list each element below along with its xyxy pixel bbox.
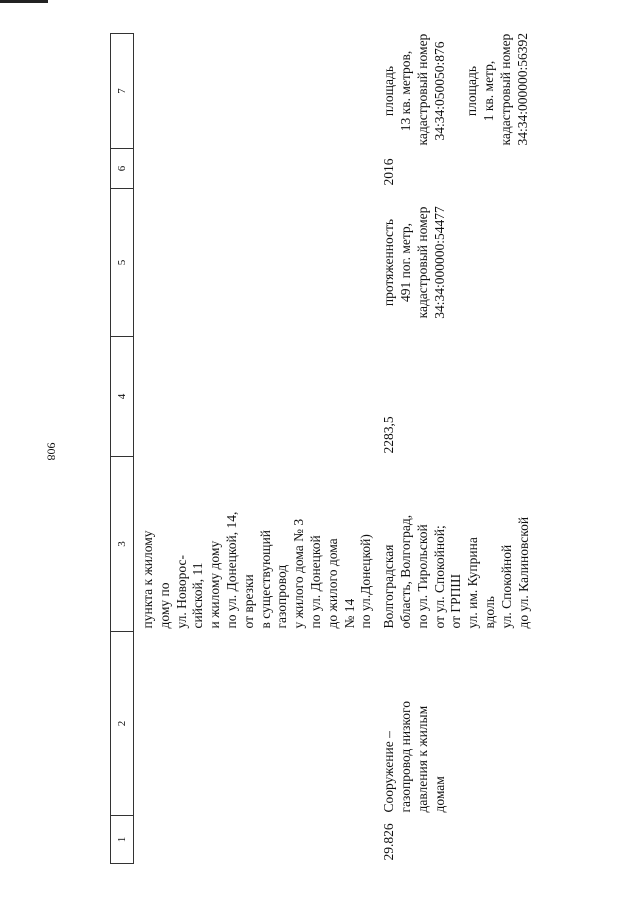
length-line: протяженность bbox=[381, 218, 397, 307]
header-col-2: 2 bbox=[111, 632, 134, 816]
page-number: 908 bbox=[44, 442, 59, 461]
header-col-5: 5 bbox=[111, 189, 134, 337]
cont-line: и жилому дому bbox=[207, 540, 223, 629]
record-number: 29.826 bbox=[381, 823, 397, 861]
name-line: домам bbox=[431, 776, 447, 813]
address-line: от ГРПШ bbox=[448, 573, 464, 629]
header-col-1: 1 bbox=[111, 816, 134, 864]
cont-line: пункта к жилому bbox=[140, 530, 155, 629]
length-line: 34:34:000000:54477 bbox=[431, 206, 447, 319]
name-line: газопровод низкого bbox=[397, 700, 413, 813]
name-line: давления к жилым bbox=[414, 705, 430, 813]
header-col-4: 4 bbox=[111, 337, 134, 457]
address-line: до ул. Калиновской bbox=[515, 516, 531, 629]
land-line: кадастровый номер bbox=[414, 33, 430, 146]
cont-line: дому по bbox=[156, 582, 172, 629]
address-line: область, Волгоград, bbox=[397, 514, 413, 629]
land-line: площадь bbox=[464, 65, 480, 117]
continuation-address-cell bbox=[134, 457, 376, 632]
name-line: Сооружение – bbox=[381, 731, 397, 813]
header-col-3: 3 bbox=[111, 457, 134, 632]
land-line: 1 кв. метр, bbox=[481, 60, 497, 122]
continuation-row bbox=[134, 34, 376, 864]
cont-line: по ул. Донецкой bbox=[307, 535, 323, 629]
address-line: по ул. Тирольской bbox=[414, 524, 430, 629]
cont-line: ул. Новорос- bbox=[173, 555, 189, 629]
address-line: ул. им. Куприна bbox=[465, 537, 481, 629]
land-line: 34:34:050050:876 bbox=[431, 41, 447, 141]
cont-line: до жилого дома bbox=[324, 538, 340, 629]
cont-line: у жилого дома № 3 bbox=[291, 518, 307, 629]
address-line: ул. Спокойной bbox=[498, 544, 514, 629]
cont-line: по ул.Донецкой) bbox=[358, 534, 374, 629]
rotated-table-sheet bbox=[110, 34, 540, 864]
address-line: вдоль bbox=[481, 596, 497, 629]
header-row bbox=[111, 34, 134, 864]
cont-line: сийской, 11 bbox=[190, 562, 206, 629]
record-address-cell bbox=[375, 457, 532, 632]
land-line: площадь bbox=[381, 65, 397, 117]
address-line: от ул. Спокойной; bbox=[431, 525, 447, 629]
length-line: 491 пог. метр, bbox=[397, 222, 413, 303]
record-cost: 2283,5 bbox=[381, 416, 397, 454]
cont-line: № 14 bbox=[341, 598, 357, 629]
record-length-cell bbox=[375, 189, 532, 337]
land-line: 34:34:000000:56392 bbox=[514, 32, 530, 146]
record-land-cell bbox=[375, 34, 532, 149]
address-line: Волгоградская bbox=[381, 544, 397, 629]
cont-line: газопровод bbox=[274, 564, 290, 629]
top-edge-mark bbox=[0, 0, 48, 3]
record-name-cell bbox=[375, 632, 532, 816]
land-line: кадастровый номер bbox=[497, 33, 513, 146]
cont-line: по ул. Донецкой, 14, bbox=[223, 511, 239, 629]
cont-line: от врезки bbox=[240, 574, 256, 629]
spacer bbox=[448, 37, 464, 146]
header-col-6: 6 bbox=[111, 149, 134, 189]
land-line: 13 кв. метров, bbox=[397, 50, 413, 132]
record-row bbox=[375, 34, 532, 864]
record-year: 2016 bbox=[381, 158, 397, 186]
header-col-7: 7 bbox=[111, 34, 134, 149]
length-line: кадастровый номер bbox=[414, 206, 430, 319]
cont-line: в существующий bbox=[257, 529, 273, 629]
registry-table bbox=[110, 33, 532, 864]
